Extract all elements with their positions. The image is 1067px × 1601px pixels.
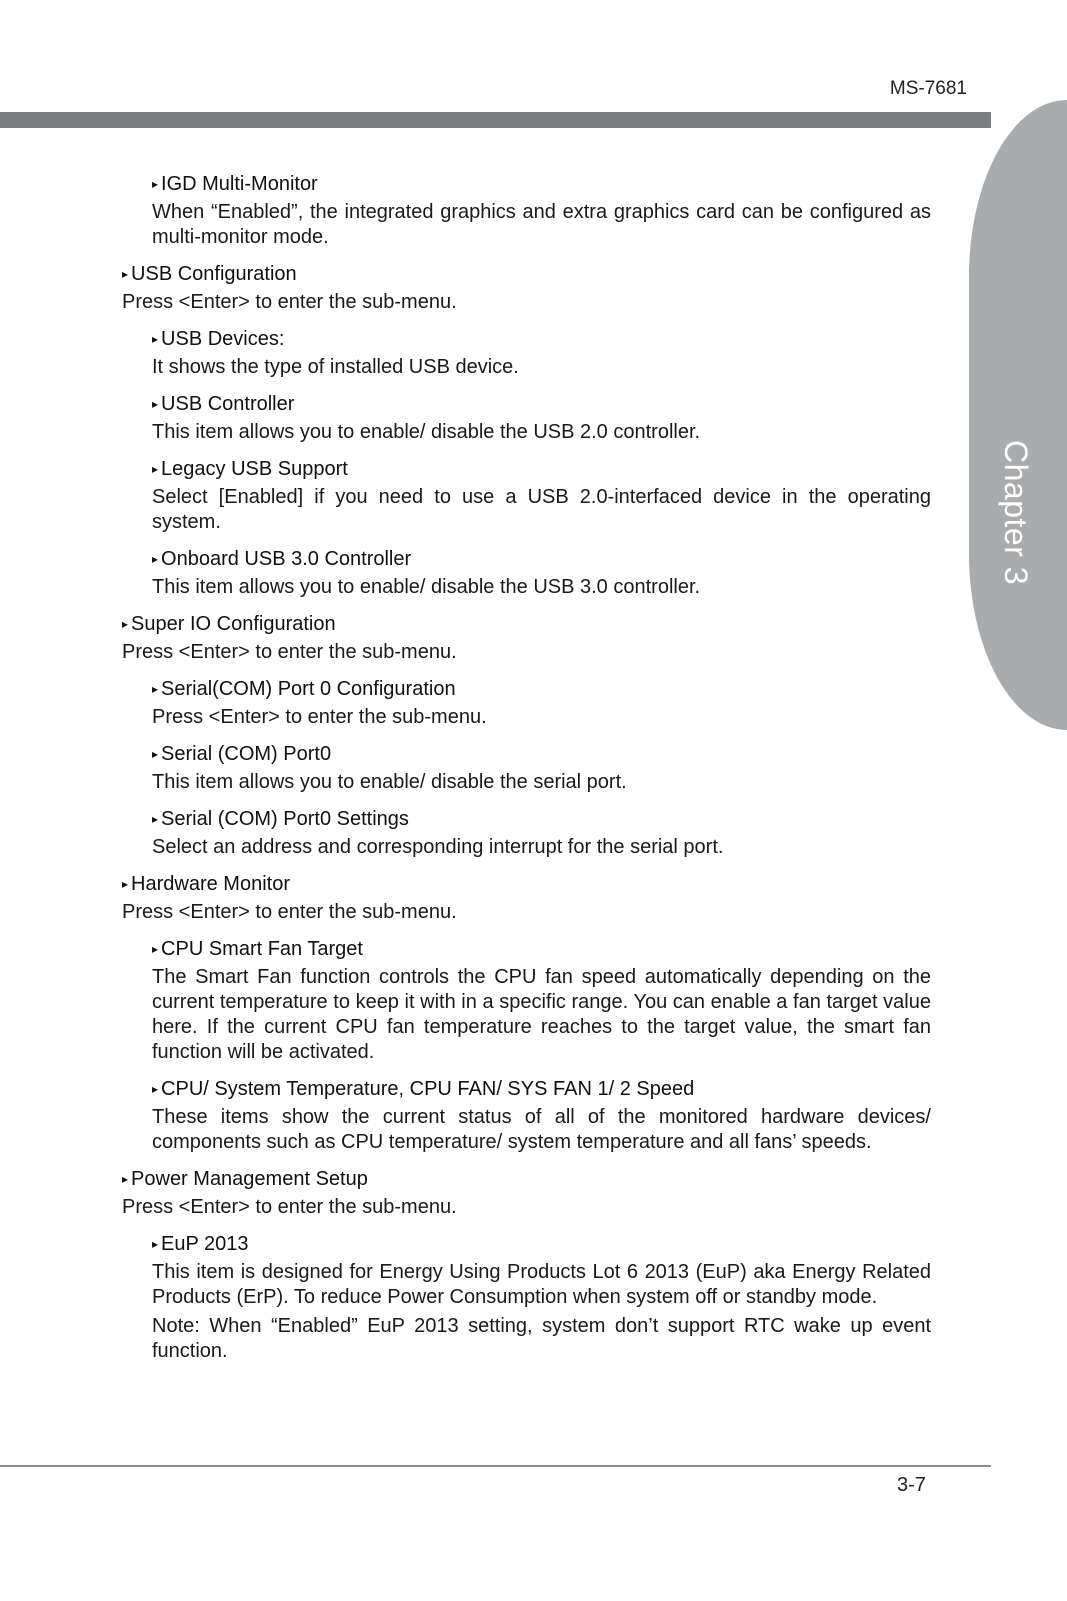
menu-item-title: Serial (COM) Port0 — [161, 743, 332, 765]
menu-item-heading — [152, 935, 931, 965]
triangle-bullet-icon: ▸ — [152, 462, 159, 476]
triangle-bullet-icon: ▸ — [152, 812, 159, 826]
menu-section — [0, 870, 991, 925]
triangle-bullet-icon: ▸ — [152, 1237, 159, 1251]
triangle-bullet-icon: ▸ — [152, 552, 159, 566]
page-number: 3-7 — [897, 1474, 926, 1496]
menu-subsection — [0, 545, 991, 600]
footer-rule — [0, 1465, 991, 1467]
menu-item-description: Select [Enabled] if you need to use a USB 2.0-interfaced device in the operating system. — [152, 486, 931, 533]
triangle-bullet-icon: ▸ — [122, 617, 129, 631]
menu-item-heading — [122, 870, 931, 900]
model-number: MS-7681 — [889, 78, 967, 99]
menu-item-description: These items show the current status of all of the monitored hardware devices/ components such as CPU temperature/ system temperature and all fans’ speeds. — [152, 1106, 931, 1153]
triangle-bullet-icon: ▸ — [152, 332, 159, 346]
menu-item-title: Onboard USB 3.0 Controller — [161, 548, 412, 570]
menu-item-heading — [152, 805, 931, 835]
menu-item-description: Press <Enter> to enter the sub-menu. — [122, 291, 457, 313]
triangle-bullet-icon: ▸ — [122, 1172, 129, 1186]
menu-subsection — [0, 170, 991, 250]
menu-item-title: Hardware Monitor — [131, 873, 290, 895]
menu-item-title: EuP 2013 — [161, 1233, 249, 1255]
triangle-bullet-icon: ▸ — [122, 877, 129, 891]
menu-item-title: Super IO Configuration — [131, 613, 336, 635]
menu-subsection — [0, 805, 991, 860]
triangle-bullet-icon: ▸ — [152, 942, 159, 956]
menu-item-description: Note: When “Enabled” EuP 2013 setting, system don’t support RTC wake up event function. — [152, 1315, 931, 1362]
menu-section — [0, 260, 991, 315]
menu-item-description: This item allows you to enable/ disable the USB 2.0 controller. — [152, 421, 701, 443]
menu-item-heading — [122, 260, 931, 290]
menu-item-description: This item allows you to enable/ disable the USB 3.0 controller. — [152, 576, 701, 598]
menu-subsection — [0, 935, 991, 1065]
menu-subsection — [0, 1230, 991, 1364]
menu-subsection — [0, 1075, 991, 1155]
menu-subsection — [0, 740, 991, 795]
menu-item-description: Press <Enter> to enter the sub-menu. — [122, 641, 457, 663]
menu-item-heading — [152, 170, 931, 200]
menu-item-description: It shows the type of installed USB device. — [152, 356, 519, 378]
menu-item-heading — [152, 740, 931, 770]
menu-section — [0, 1165, 991, 1220]
menu-item-heading — [152, 545, 931, 575]
header-bar — [0, 112, 991, 128]
menu-section — [0, 610, 991, 665]
menu-subsection — [0, 675, 991, 730]
menu-item-heading — [152, 455, 931, 485]
manual-content — [0, 170, 991, 1374]
menu-item-heading — [152, 1075, 931, 1105]
menu-item-description: Press <Enter> to enter the sub-menu. — [122, 901, 457, 923]
menu-item-heading — [152, 390, 931, 420]
menu-item-heading — [152, 1230, 931, 1260]
menu-item-title: IGD Multi-Monitor — [161, 173, 318, 195]
menu-item-description: This item allows you to enable/ disable the serial port. — [152, 771, 627, 793]
menu-item-description: Press <Enter> to enter the sub-menu. — [152, 706, 487, 728]
menu-item-title: Power Management Setup — [131, 1168, 368, 1190]
menu-item-description: When “Enabled”, the integrated graphics and extra graphics card can be configured as multi-monitor mode. — [152, 201, 931, 248]
triangle-bullet-icon: ▸ — [152, 177, 159, 191]
triangle-bullet-icon: ▸ — [122, 267, 129, 281]
menu-subsection — [0, 390, 991, 445]
menu-item-title: USB Controller — [161, 393, 295, 415]
menu-item-heading — [122, 610, 931, 640]
triangle-bullet-icon: ▸ — [152, 682, 159, 696]
triangle-bullet-icon: ▸ — [152, 397, 159, 411]
menu-item-heading — [152, 325, 931, 355]
menu-item-title: USB Devices: — [161, 328, 285, 350]
menu-item-description: Press <Enter> to enter the sub-menu. — [122, 1196, 457, 1218]
menu-subsection — [0, 455, 991, 535]
menu-item-title: CPU Smart Fan Target — [161, 938, 363, 960]
menu-item-heading — [122, 1165, 931, 1195]
chapter-tab-label: Chapter 3 — [998, 440, 1034, 586]
menu-subsection — [0, 325, 991, 380]
menu-item-description: The Smart Fan function controls the CPU fan speed automatically depending on the current temperature to keep it with in a specific range. You can enable a fan target value here. If the current CPU fan temperature reaches to the target value, the smart fan function will be activated. — [152, 966, 931, 1063]
triangle-bullet-icon: ▸ — [152, 747, 159, 761]
menu-item-title: Serial(COM) Port 0 Configuration — [161, 678, 456, 700]
triangle-bullet-icon: ▸ — [152, 1082, 159, 1096]
menu-item-title: Legacy USB Support — [161, 458, 348, 480]
menu-item-title: Serial (COM) Port0 Settings — [161, 808, 409, 830]
menu-item-description: This item is designed for Energy Using Products Lot 6 2013 (EuP) aka Energy Related Products (ErP). To reduce Power Consumption when system off or standby mode. — [152, 1261, 931, 1308]
menu-item-heading — [152, 675, 931, 705]
menu-item-title: CPU/ System Temperature, CPU FAN/ SYS FAN 1/ 2 Speed — [161, 1078, 695, 1100]
menu-item-title: USB Configuration — [131, 263, 297, 285]
menu-item-description: Select an address and corresponding interrupt for the serial port. — [152, 836, 724, 858]
